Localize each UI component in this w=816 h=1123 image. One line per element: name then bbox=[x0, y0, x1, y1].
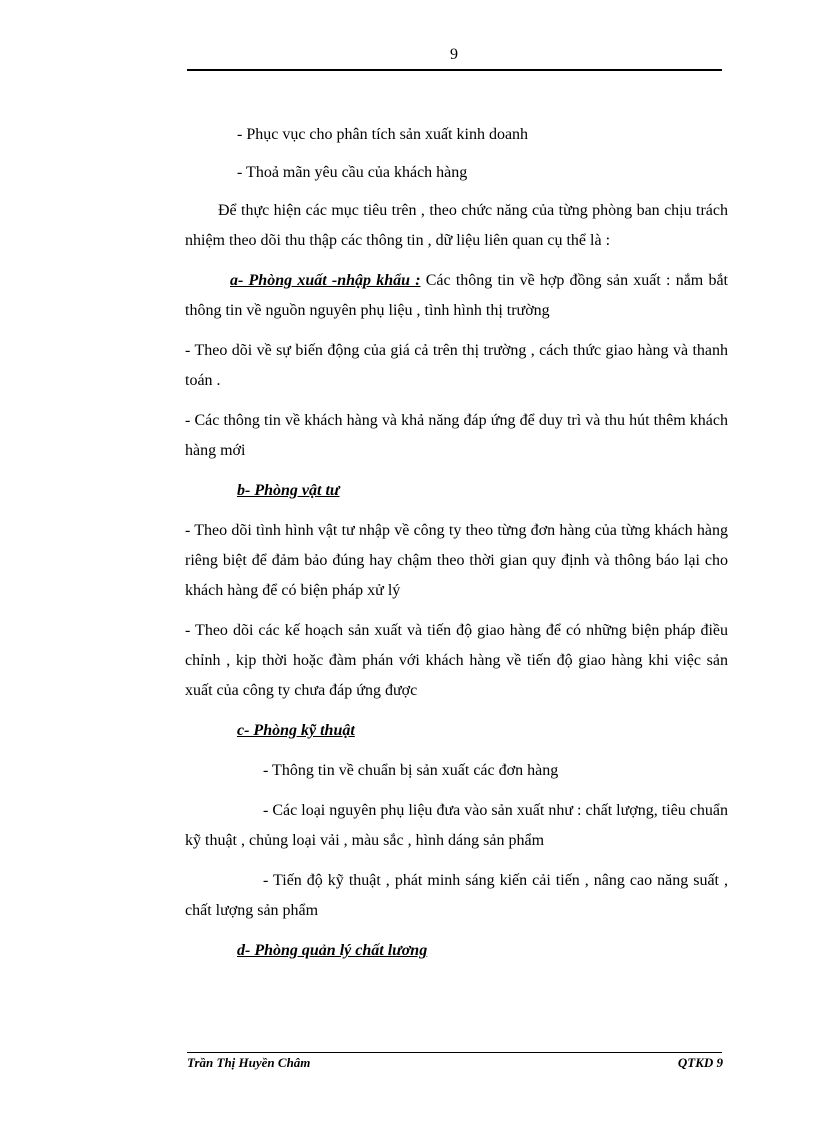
paragraph: - Các thông tin về khách hàng và khả năng đáp ứng để duy trì và thu hút thêm khách hàng mới bbox=[185, 412, 728, 459]
paragraph: - Theo dõi về sự biến động của giá cả trên thị trường , cách thức giao hàng và thanh toán . bbox=[185, 342, 728, 389]
footer-author: Trần Thị Huyền Châm bbox=[187, 1055, 311, 1070]
bullet-paragraph: - Thoả mãn yêu cầu của khách hàng bbox=[237, 164, 468, 181]
intro-paragraph: Để thực hiện các mục tiêu trên , theo chức năng của từng phòng ban chịu trách nhiệm theo dõi thu thập các thông tin , dữ liệu liên quan cụ thể là : bbox=[185, 202, 728, 249]
section-a-text: Các thông tin về hợp đồng sản xuất : nắm bắt thông tin về nguồn nguyên phụ liệu , tình hình thị trường bbox=[185, 272, 728, 319]
paragraph: - Thông tin về chuẩn bị sản xuất các đơn hàng bbox=[263, 762, 559, 779]
footer-class: QTKD 9 bbox=[677, 1055, 723, 1070]
section-c-heading-line bbox=[185, 716, 728, 746]
paragraph: - Tiến độ kỹ thuật , phát minh sáng kiến cải tiến , nâng cao năng suất , chất lượng sản phẩm bbox=[185, 872, 728, 919]
document-body bbox=[185, 120, 728, 976]
section-a-heading: a- Phòng xuất -nhập khẩu : bbox=[230, 272, 421, 289]
bullet-paragraph: - Phục vục cho phân tích sản xuất kinh doanh bbox=[237, 126, 529, 143]
paragraph: - Theo dõi tình hình vật tư nhập về công ty theo từng đơn hàng của từng khách hàng riêng biệt để đảm bảo đúng hay chậm theo thời gian quy định và thông báo lại cho khách hàng để có biện pháp xử lý bbox=[185, 522, 728, 599]
paragraph: - Các loại nguyên phụ liệu đưa vào sản xuất như : chất lượng, tiêu chuẩn kỹ thuật , chủng loại vải , màu sắc , hình dáng sản phẩm bbox=[185, 802, 728, 849]
header-rule bbox=[187, 69, 722, 71]
footer-rule bbox=[187, 1052, 722, 1053]
section-a-paragraph bbox=[185, 266, 728, 326]
section-b-heading: b- Phòng vật tư bbox=[237, 482, 340, 499]
paragraph: - Theo dõi các kế hoạch sản xuất và tiến độ giao hàng để có những biện pháp điều chỉnh , kịp thời hoặc đàm phán với khách hàng về tiến độ giao hàng khi việc sản xuất của công ty chưa đáp ứng được bbox=[185, 622, 728, 699]
section-c-heading: c- Phòng kỹ thuật bbox=[237, 722, 355, 739]
section-d-heading: d- Phòng quản lý chất lương bbox=[237, 942, 428, 959]
section-b-heading-line bbox=[185, 476, 728, 506]
page-number: 9 bbox=[450, 46, 458, 63]
section-d-heading-line bbox=[185, 936, 728, 966]
